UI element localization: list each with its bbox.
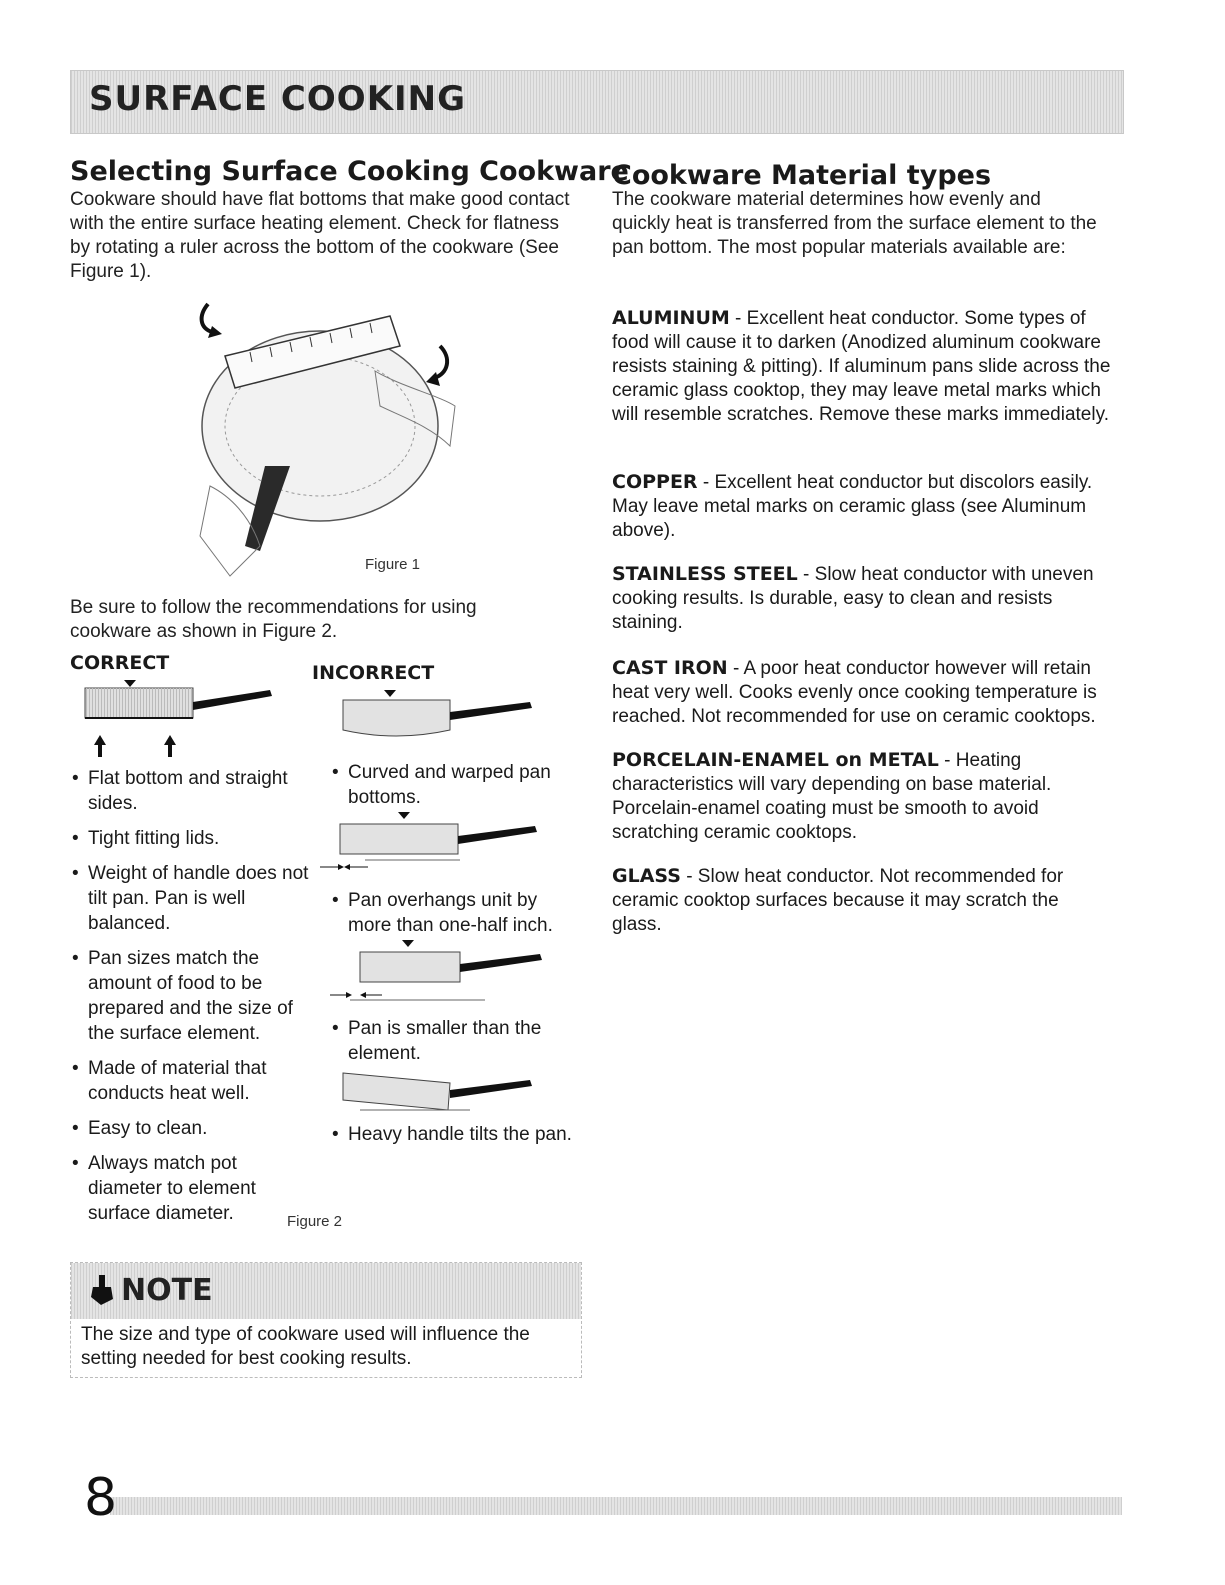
incorrect-item-3 — [330, 1016, 580, 1076]
material-text: - Excellent heat conductor. Some types of food will cause it to darken (Anodized aluminum cookware resists staining & pitting). If aluminum pans slide across the ceramic glass cooktop, they may leave metal marks which will resemble scratches. Remove these marks immediately. — [612, 308, 1111, 425]
recommend-text: Be sure to follow the recommendations for using cookware as shown in Figure 2. — [70, 597, 477, 642]
material-text: - A poor heat conductor however will retain heat very well. Cooks evenly once cooking temperature is reached. Not recommended for use on ceramic cooktops. — [612, 658, 1097, 727]
tilted-pan-illustration — [340, 1068, 550, 1113]
material-name: GLASS — [612, 865, 681, 887]
left-heading: Selecting Surface Cooking Cookware — [70, 156, 629, 187]
list-item: • Tight fitting lids. — [70, 826, 310, 851]
small-pan-illustration — [330, 940, 560, 1005]
list-item: • Curved and warped pan bottoms. — [330, 760, 580, 810]
material-aluminum — [612, 306, 1112, 427]
material-name: CAST IRON — [612, 657, 728, 679]
material-name: PORCELAIN-ENAMEL on METAL — [612, 749, 939, 771]
material-name: STAINLESS STEEL — [612, 563, 798, 585]
material-cast-iron — [612, 656, 1112, 729]
right-intro: The cookware material determines how evenly and quickly heat is transferred from the surface element to the pan bottom. The most popular materials available are: — [612, 189, 1097, 258]
list-item: • Pan overhangs unit by more than one-half inch. — [330, 888, 580, 938]
list-item: • Always match pot diameter to element surface diameter. — [70, 1151, 310, 1226]
warped-pan-illustration — [340, 690, 540, 750]
note-box — [70, 1262, 582, 1378]
material-glass — [612, 864, 1112, 937]
list-item: • Pan sizes match the amount of food to be prepared and the size of the surface element. — [70, 946, 310, 1046]
correct-list — [70, 766, 310, 1236]
incorrect-label: INCORRECT — [312, 662, 435, 684]
list-item: • Easy to clean. — [70, 1116, 310, 1141]
page-number: 8 — [84, 1468, 118, 1528]
list-item: • Weight of handle does not tilt pan. Pan is well balanced. — [70, 861, 310, 936]
figure2-caption: Figure 2 — [287, 1213, 343, 1230]
pointing-hand-icon — [89, 1275, 115, 1305]
material-porcelain-enamel — [612, 748, 1112, 845]
list-item: • Pan is smaller than the element. — [330, 1016, 580, 1066]
note-text: The size and type of cookware used will influence the setting needed for best cooking results. — [81, 1324, 530, 1369]
note-header — [71, 1263, 581, 1319]
figure1-illustration — [190, 296, 470, 581]
material-text: - Slow heat conductor with uneven cooking results. Is durable, easy to clean and resists staining. — [612, 564, 1094, 633]
left-intro: Cookware should have flat bottoms that make good contact with the entire surface heating element. Check for flatness by rotating a ruler across the bottom of the cookware (See Figure 1). — [70, 189, 570, 282]
list-item: • Made of material that conducts heat well. — [70, 1056, 310, 1106]
note-title: NOTE — [121, 1273, 213, 1308]
section-title: SURFACE COOKING — [89, 79, 467, 119]
incorrect-item-4 — [330, 1122, 580, 1157]
material-text: - Slow heat conductor. Not recommended for ceramic cooktop surfaces because it may scratch the glass. — [612, 866, 1064, 935]
list-item: • Heavy handle tilts the pan. — [330, 1122, 580, 1147]
material-text: - Excellent heat conductor but discolors easily. May leave metal marks on ceramic glass (see Aluminum above). — [612, 472, 1093, 541]
material-name: COPPER — [612, 471, 698, 493]
figure1-caption: Figure 1 — [365, 556, 421, 573]
overhang-pan-illustration — [320, 812, 550, 872]
correct-pan-illustration — [80, 680, 280, 765]
material-text: - Heating characteristics will vary depending on base material. Porcelain-enamel coating must be smooth to avoid scratching ceramic cooktops. — [612, 750, 1052, 843]
correct-label: CORRECT — [70, 652, 170, 674]
section-banner — [70, 70, 1124, 134]
incorrect-item-2 — [330, 888, 580, 948]
incorrect-item-1 — [330, 760, 580, 820]
material-copper — [612, 470, 1112, 543]
footer-bar — [110, 1497, 1122, 1515]
right-heading: Cookware Material types — [612, 160, 992, 191]
material-name: ALUMINUM — [612, 307, 730, 329]
material-stainless-steel — [612, 562, 1112, 635]
list-item: • Flat bottom and straight sides. — [70, 766, 310, 816]
